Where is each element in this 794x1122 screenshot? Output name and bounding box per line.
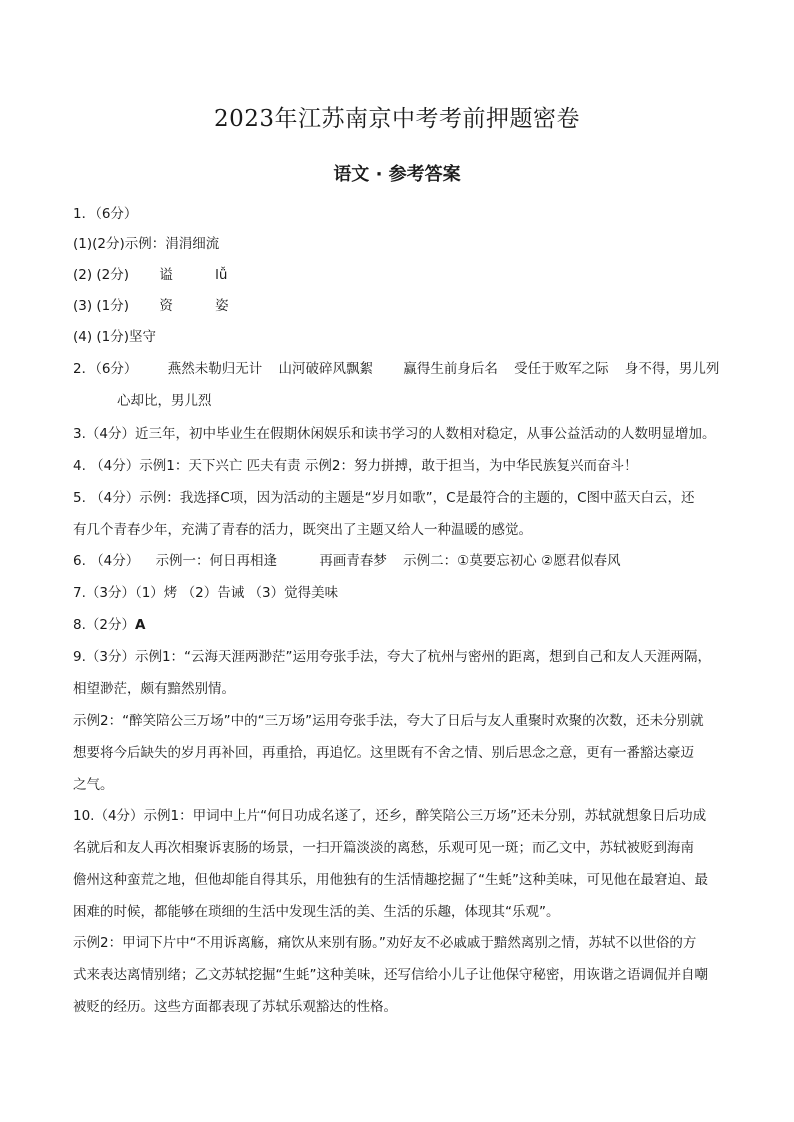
q8-label: 8.（2分） [73,617,135,633]
q6-example1-a: 示例一：何日再相逢 [155,553,278,569]
q6-example2: 示例二：①莫要忘初心 ②愿君似春风 [403,553,621,569]
q2-line2: 心却比，男儿烈 [117,393,212,409]
q1-part3-answer-a: 资 [159,298,173,314]
q6-answer [73,551,723,571]
q9-line1: 9.（3分）示例1：“云海天涯两渺茫”运用夸张手法，夸大了杭州与密州的距离，想到自己和友人天涯两隔， [73,649,712,665]
q2-line1 [73,359,723,379]
q10-line4: 困难的时候，都能够在琐细的生活中发现生活的美、生活的乐趣，体现其“乐观”。 [73,904,560,920]
q9-line2: 相望渺茫，颇有黯然别情。 [73,681,235,697]
q1-part3 [73,296,723,316]
q9-line4: 想要将今后缺失的岁月再补回，再重拾，再追忆。这里既有不舍之情、别后思念之意，更有一番豁达豪迈 [73,745,694,761]
q10-line7: 被贬的经历。这些方面都表现了苏轼乐观豁达的性格。 [73,999,397,1015]
q4-answer: 4. （4分）示例1：天下兴亡 匹夫有责 示例2：努力拼搏，敢于担当，为中华民族复兴而奋斗！ [73,458,638,474]
q6-example1-b: 再画青春梦 [319,553,387,569]
q8-answer [73,615,723,635]
q2-label: 2．（6分） [73,361,138,377]
q2-answer-c: 赢得生前身后名 [403,361,498,377]
q10-line3: 儋州这种蛮荒之地，但他却能自得其乐，用他独有的生活情趣挖掘了“生蚝”这种美味，可见他在最窘迫、最 [73,872,708,888]
q2-answer-e: 身不得，男儿列 [624,361,720,377]
q1-part1: (1)(2分)示例：涓涓细流 [73,236,220,252]
page-subtitle: 语文 · 参考答案 [333,164,461,185]
q10-line2: 名就后和友人再次相聚诉衷肠的场景，一扫开篇淡淡的离愁，乐观可见一斑；而乙文中，苏轼被贬到海南 [73,840,694,856]
q1-part4: (4) (1分)坚守 [73,329,157,345]
q5-answer-line2: 有几个青春少年，充满了青春的活力，既突出了主题又给人一种温暖的感觉。 [73,522,532,538]
q5-answer-line1: 5. （4分）示例：我选择C项，因为活动的主题是“岁月如歌”，C是最符合的主题的，C图中蓝天白云，还 [73,490,695,506]
q1-part2 [73,265,723,285]
q1-part2-answer-b: lǚ [215,267,228,283]
q1-part3-label: (3) (1分) [73,298,130,314]
q10-line1: 10.（4分）示例1：甲词中上片“何日功成名遂了，还乡，醉笑陪公三万场”还未分别，苏轼就想象日后功成 [73,808,707,824]
q9-line5: 之气。 [73,777,114,793]
q2-answer-b: 山河破碎风飘絮 [278,361,374,377]
page-title: 2023年江苏南京中考考前押题密卷 [213,106,581,132]
q1-part2-label: (2) (2分) [73,267,130,283]
q1-heading: 1．（6分） [73,206,138,222]
q9-line3: 示例2：“醉笑陪公三万场”中的“三万场”运用夸张手法，夸大了日后与友人重聚时欢聚的次数，还未分别就 [73,713,704,729]
q2-answer-a: 燕然未勒归无计 [167,361,263,377]
q10-line6: 式来表达离情别绪；乙文苏轼挖掘“生蚝”这种美味，还写信给小儿子让他保守秘密，用诙谐之语调侃并自嘲 [73,967,708,983]
q1-part3-answer-b: 姿 [215,298,229,314]
q1-part2-answer-a: 谥 [159,267,173,283]
q7-answer: 7.（3分）（1）烤 （2）告诫 （3）觉得美味 [73,585,339,601]
q2-answer-d: 受任于败军之际 [514,361,609,377]
q6-label: 6. （4分） [73,553,140,569]
q10-line5: 示例2：甲词下片中“不用诉离觞，痛饮从来别有肠。”劝好友不必戚戚于黯然离别之情，苏轼不以世俗的方 [73,935,697,951]
q8-choice: A [134,617,146,633]
q3-answer: 3.（4分）近三年，初中毕业生在假期休闲娱乐和读书学习的人数相对稳定，从事公益活动的人数明显增加。 [73,426,716,442]
